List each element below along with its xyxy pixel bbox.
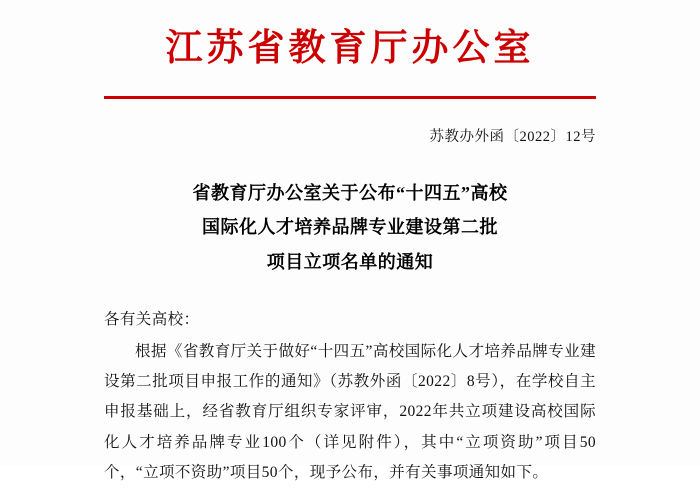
- salutation: 各有关高校：: [104, 310, 200, 328]
- document-subject: [0, 176, 700, 279]
- document-header: [0, 0, 700, 99]
- subject-line-2: 国际化人才培养品牌专业建设第二批: [202, 217, 498, 238]
- document-body: [0, 305, 700, 488]
- header-red-rule: [104, 96, 596, 99]
- issuing-authority-title: 江苏省教育厅办公室: [165, 28, 535, 69]
- body-paragraph-1: 根据《省教育厅关于做好“十四五”高校国际化人才培养品牌专业建设第二批项目申报工作的通知》（苏教外函〔2022〕8号），在学校自主申报基础上，经省教育厅组织专家评审，2022年共立项建设高校国际化人才培养品牌专业100个（详见附件），其中“立项资助”项目50个，“立项不资助”项目50个，现予公布，并有关事项通知如下。: [104, 343, 596, 481]
- subject-line-3: 项目立项名单的通知: [266, 251, 434, 272]
- subject-line-1: 省教育厅办公室关于公布“十四五”高校: [192, 183, 508, 204]
- document-number: 苏教办外函〔2022〕12号: [429, 129, 596, 146]
